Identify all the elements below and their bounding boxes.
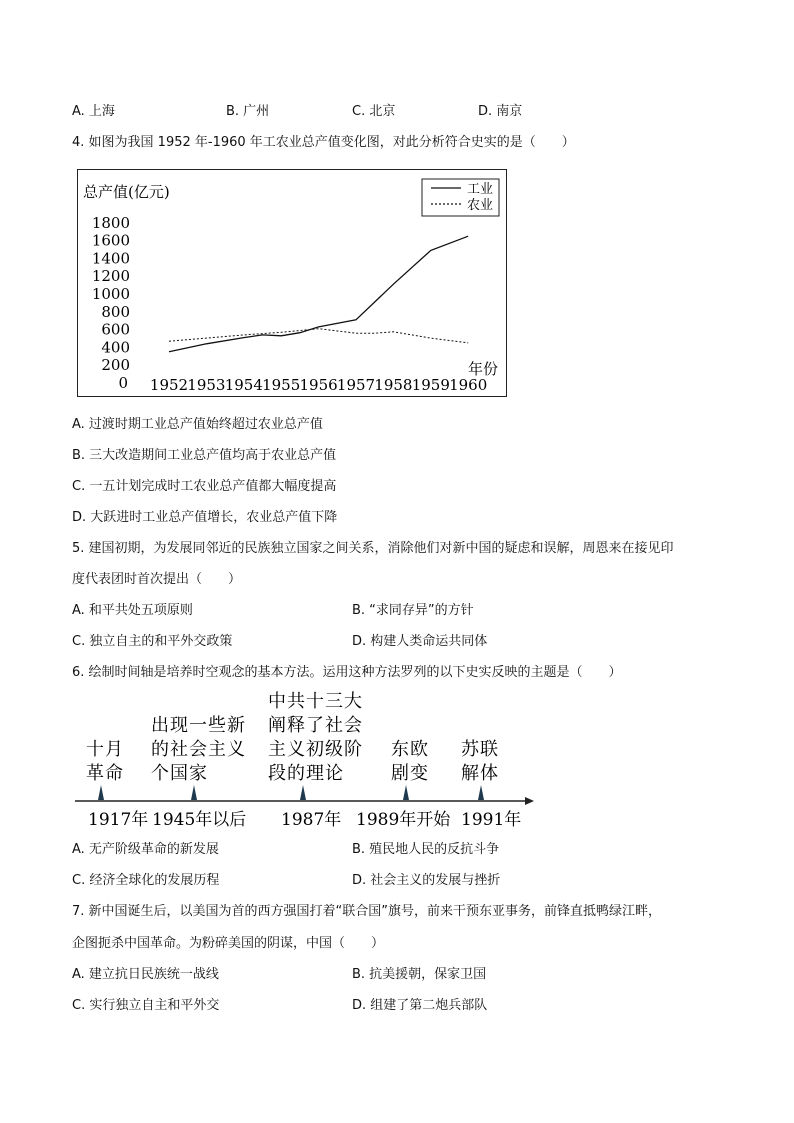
timeline-event-label: 段的理论: [268, 763, 344, 784]
q5-stem-line2: 度代表团时首次提出（ ）: [72, 572, 242, 587]
legend-industry-label: 工业: [467, 182, 494, 197]
timeline-event-label: 个国家: [151, 763, 208, 784]
y-tick-label: 200: [101, 356, 130, 375]
y-tick-label: 400: [101, 338, 130, 357]
q4-option-a: A. 过渡时期工业总产值始终超过农业总产值: [72, 417, 323, 432]
timeline-event-label: 革命: [86, 763, 124, 784]
y-tick-label: 1200: [91, 267, 130, 286]
timeline-event-label: 苏联: [461, 739, 499, 760]
q4-option-c: C. 一五计划完成时工农业总产值都大幅度提高: [72, 479, 337, 494]
x-tick-label: 1952: [149, 376, 189, 394]
q7-stem-line1: 7. 新中国诞生后，以美国为首的西方强国打着“联合国”旗号，前来干预东亚事务，前锋直抵鸭绿江畔，: [72, 904, 662, 919]
q6-option-a: A. 无产阶级革命的新发展: [72, 842, 219, 857]
q6-option-b: B. 殖民地人民的反抗斗争: [352, 842, 500, 857]
chart-svg: [78, 170, 508, 398]
timeline-event-label: 十月: [86, 739, 124, 760]
timeline-marker: [300, 785, 306, 800]
timeline-event-label: 主义初级阶: [268, 739, 363, 760]
x-tick-label: 1955: [262, 376, 301, 394]
x-tick-label: 1957: [336, 376, 376, 394]
timeline-year-label: 1989年开始: [356, 810, 451, 830]
timeline-year-label: 1917年: [88, 810, 149, 830]
y-axis-label: 总产值(亿元): [83, 183, 170, 201]
q6-option-c: C. 经济全球化的发展历程: [72, 873, 220, 888]
q3-option-a: A. 上海: [72, 104, 115, 119]
y-tick-label: 800: [101, 302, 130, 321]
q3-option-d: D. 南京: [478, 104, 523, 119]
y-tick-label: 1800: [91, 213, 130, 232]
x-tick-label: 1954: [224, 376, 263, 394]
timeline-arrow: [525, 797, 534, 805]
q7-option-d: D. 组建了第二炮兵部队: [352, 998, 488, 1013]
timeline-marker: [98, 785, 104, 800]
q5-option-c: C. 独立自主的和平外交政策: [72, 634, 233, 649]
q7-option-a: A. 建立抗日民族统一战线: [72, 967, 219, 982]
q7-option-c: C. 实行独立自主和平外交: [72, 998, 220, 1013]
agriculture-series-line: [169, 329, 468, 343]
x-tick-label: 1960: [449, 376, 488, 394]
x-axis-label: 年份: [468, 360, 499, 378]
timeline-year-label: 1945年以后: [152, 810, 247, 830]
q6-option-d: D. 社会主义的发展与挫折: [352, 873, 501, 888]
timeline-marker: [478, 785, 484, 800]
q4-option-b: B. 三大改造期间工业总产值均高于农业总产值: [72, 448, 337, 463]
q5-option-b: B. “求同存异”的方针: [352, 603, 474, 618]
x-tick-label: 1958: [374, 376, 413, 394]
industry-series-line: [169, 236, 468, 352]
y-tick-label: 1600: [91, 231, 130, 250]
legend-agriculture-label: 农业: [467, 198, 494, 213]
x-tick-label: 1953: [187, 376, 226, 394]
q4-option-d: D. 大跃进时工业总产值增长，农业总产值下降: [72, 510, 338, 525]
timeline-event-label: 东欧: [391, 739, 429, 760]
x-tick-label: 1956: [299, 376, 338, 394]
q4-stem: 4. 如图为我国 1952 年-1960 年工农业总产值变化图，对此分析符合史实的是（ ）: [72, 135, 575, 150]
timeline-event-label: 的社会主义: [151, 739, 246, 760]
timeline-marker: [191, 785, 197, 800]
y-tick-label: 600: [101, 320, 130, 339]
timeline: [70, 690, 540, 835]
origin-label: 0: [118, 374, 128, 392]
timeline-event-label: 中共十三大: [268, 691, 363, 712]
timeline-event-label: 阐释了社会: [268, 715, 363, 736]
timeline-year-label: 1991年: [461, 810, 522, 830]
q7-option-b: B. 抗美援朝，保家卫国: [352, 967, 487, 982]
q7-stem-line2: 企图扼杀中国革命。为粉碎美国的阴谋，中国（ ）: [72, 936, 385, 951]
q6-stem: 6. 绘制时间轴是培养时空观念的基本方法。运用这种方法罗列的以下史实反映的主题是（ ）: [72, 665, 622, 680]
q5-option-a: A. 和平共处五项原则: [72, 603, 193, 618]
timeline-marker: [403, 785, 409, 800]
timeline-event-label: 剧变: [391, 763, 429, 784]
timeline-event-label: 出现一些新: [151, 715, 246, 736]
q3-option-b: B. 广州: [226, 104, 270, 119]
timeline-event-label: 解体: [461, 763, 499, 784]
industry-agriculture-chart: [77, 169, 507, 397]
y-tick-label: 1400: [91, 249, 130, 268]
q5-stem-line1: 5. 建国初期，为发展同邻近的民族独立国家之间关系，消除他们对新中国的疑虑和误解，周恩来在接见印: [72, 541, 674, 556]
y-tick-label: 1000: [91, 285, 130, 303]
x-tick-label: 1959: [411, 376, 450, 394]
q3-option-c: C. 北京: [352, 104, 396, 119]
q5-option-d: D. 构建人类命运共同体: [352, 634, 488, 649]
timeline-year-label: 1987年: [281, 810, 342, 830]
